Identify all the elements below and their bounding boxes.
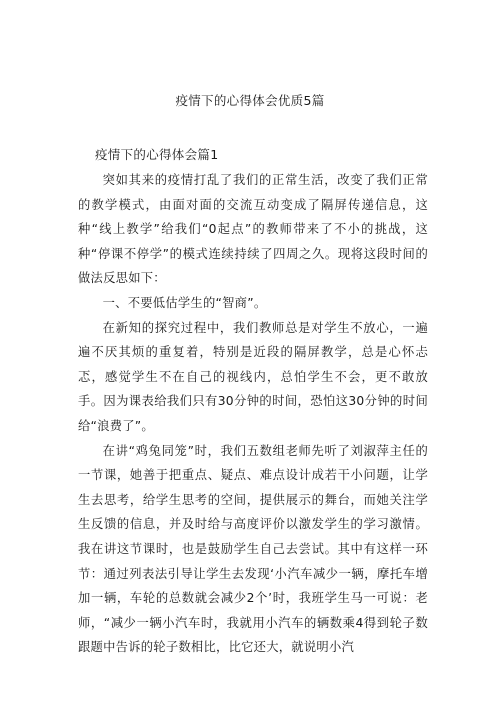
paragraph-intro: 突如其来的疫情打乱了我们的正常生活，改变了我们正常的教学模式，由面对面的交流互动变成了隔屏传递信息，这种“线上教学”给我们“0起点”的教师带来了不小的挑战，这种“停课不停学”的模式连续持续了四周之久。现将这段时间的做法反思如下： — [78, 173, 428, 286]
document-body — [78, 168, 428, 660]
paragraph-example: 在讲“鸡兔同笼”时，我们五数组老师先听了刘淑萍主任的一节课，她善于把重点、疑点、难点设计成若干小问题，让学生去思考，给学生思考的空间，提供展示的舞台，而她关注学生反馈的信息，并及时给与高度评价以激发学生的学习激情。我在讲这节课时，也是鼓励学生自己去尝试。其中有这样一环节：通过列表法引导让学生去发现‘小汽车减少一辆，摩托车增加一辆，车轮的总数就会减少2个’时，我班学生马一可说：老师，“减少一辆小汽车时，我就用小汽车的辆数乘4得到轮子数跟题中告诉的轮子数相比，比它还大，就说明小汽 — [78, 443, 428, 655]
paragraph-point-one: 一、不要低估学生的“智商”。 — [102, 295, 267, 310]
paragraph-exploration: 在新知的探究过程中，我们教师总是对学生不放心，一遍遍不厌其烦的重复着，特别是近段的隔屏教学，总是心怀忐忑，感觉学生不在自己的视线内，总怕学生不会，更不敢放手。因为课表给我们只有30分钟的时间，恐怕这30分钟的时间给“浪费了”。 — [78, 320, 428, 433]
document-title: 疫情下的心得体会优质5篇 — [175, 93, 325, 108]
section-heading: 疫情下的心得体会篇1 — [95, 147, 219, 162]
